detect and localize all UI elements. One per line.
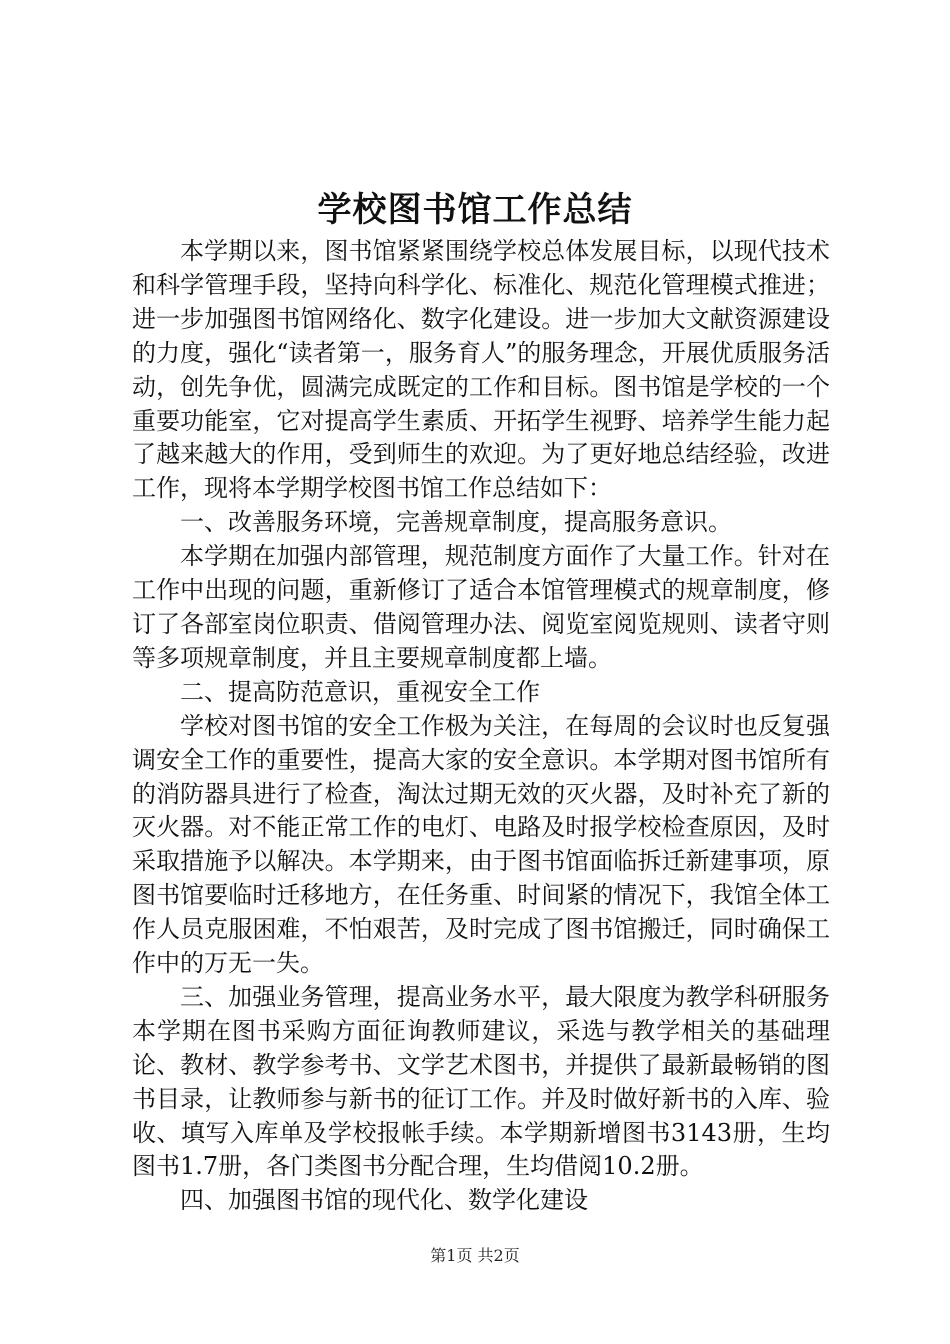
paragraph-section-3: 三、加强业务管理，提高业务水平，最大限度为教学科研服务本学期在图书采购方面征询教师建议，采选与教学相关的基础理论、教材、教学参考书、文学艺术图书，并提供了最新最畅销的图书目录，让教师参与新书的征订工作。并及时做好新书的入库、验收、填写入库单及学校报帐手续。本学期新增图书3143册，生均图书1.7册，各门类图书分配合理，生均借阅10.2册。 bbox=[132, 982, 830, 1181]
document-body bbox=[132, 235, 830, 1218]
paragraph-section-1: 本学期在加强内部管理，规范制度方面作了大量工作。针对在工作中出现的问题，重新修订了适合本馆管理模式的规章制度，修订了各部室岗位职责、借阅管理办法、阅览室阅览规则、读者守则等多项规章制度，并且主要规章制度都上墙。 bbox=[132, 542, 830, 672]
paragraph-intro: 本学期以来，图书馆紧紧围绕学校总体发展目标，以现代技术和科学管理手段，坚持向科学化、标准化、规范化管理模式推进；进一步加强图书馆网络化、数字化建设。进一步加大文献资源建设的力度，强化“读者第一，服务育人”的服务理念，开展优质服务活动，创先争优，圆满完成既定的工作和目标。图书馆是学校的一个重要功能室，它对提高学生素质、开拓学生视野、培养学生能力起了越来越大的作用，受到师生的欢迎。为了更好地总结经验，改进工作，现将本学期学校图书馆工作总结如下： bbox=[132, 237, 830, 503]
section-heading-1: 一、改善服务环境，完善规章制度，提高服务意识。 bbox=[180, 508, 732, 537]
page-footer: 第1页 共2页 bbox=[430, 1246, 520, 1265]
section-heading-2: 二、提高防范意识，重视安全工作 bbox=[180, 677, 540, 706]
document-title: 学校图书馆工作总结 bbox=[317, 190, 633, 230]
paragraph-section-2: 学校对图书馆的安全工作极为关注，在每周的会议时也反复强调安全工作的重要性，提高大家的安全意识。本学期对图书馆所有的消防器具进行了检查，淘汰过期无效的灭火器，及时补充了新的灭火器。对不能正常工作的电灯、电路及时报学校检查原因，及时采取措施予以解决。本学期来，由于图书馆面临拆迁新建事项，原图书馆要临时迁移地方，在任务重、时间紧的情况下，我馆全体工作人员克服困难，不怕艰苦，及时完成了图书馆搬迁，同时确保工作中的万无一失。 bbox=[132, 711, 830, 978]
section-heading-4: 四、加强图书馆的现代化、数学化建设 bbox=[180, 1186, 588, 1215]
